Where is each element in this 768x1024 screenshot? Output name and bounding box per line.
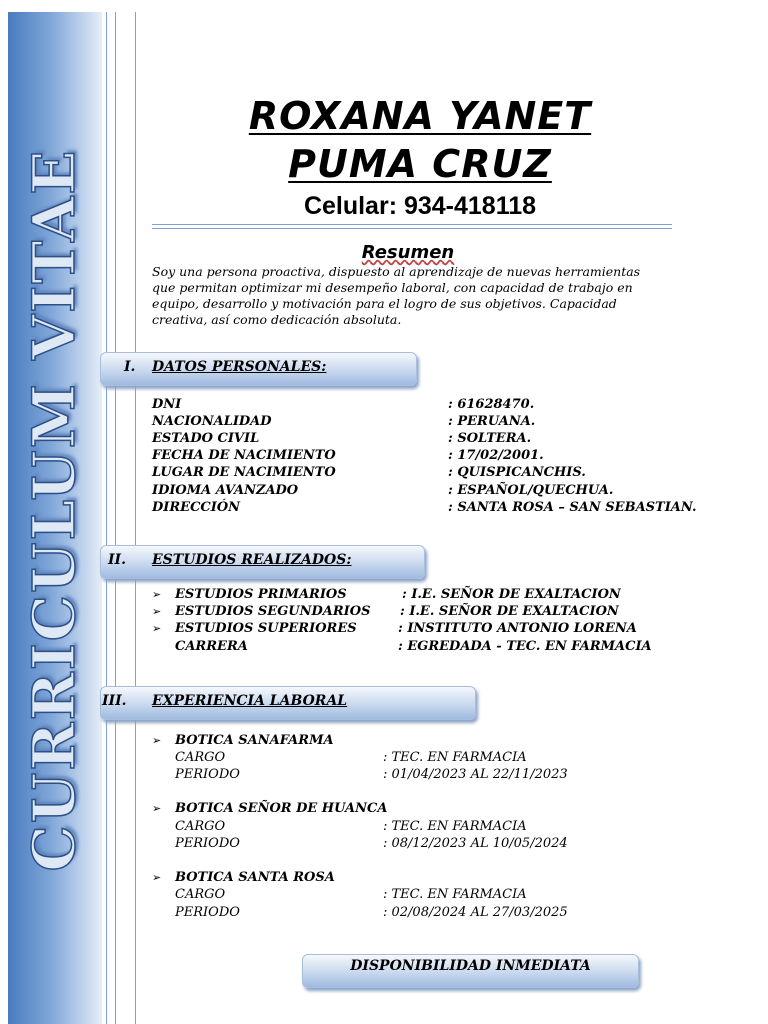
field-value: : QUISPICANCHIS. [448,465,586,480]
study-label: CARRERA [175,639,248,654]
availability-text: DISPONIBILIDAD INMEDIATA [350,958,591,974]
study-value: : I.E. SEÑOR DE EXALTACION [402,587,621,602]
field-label: DNI [152,397,182,412]
divider-line [106,12,107,1024]
study-label: ESTUDIOS SUPERIORES [175,621,357,636]
field-label: IDIOMA AVANZADO [152,483,299,498]
section-number: II. [108,552,126,568]
resumen-line: que permitan optimizar mi desempeño laboral, con capacidad de trabajo en [152,280,633,295]
arrow-bullet-icon: ➢ [152,734,162,747]
field-value: : 61628470. [448,397,535,412]
resumen-line: equipo, desarrollo y motivación para el logro de sus objetivos. Capacidad [152,296,617,311]
study-value: : I.E. SEÑOR DE EXALTACION [400,604,619,619]
field-value: : PERUANA. [448,414,536,429]
job-periodo-label: PERIODO [175,836,240,851]
section-number: I. [124,359,136,375]
arrow-bullet-icon: ➢ [152,802,162,815]
field-value: : SOLTERA. [448,431,532,446]
job-company: BOTICA SEÑOR DE HUANCA [175,801,388,816]
job-periodo-label: PERIODO [175,767,240,782]
section-title-experiencia: EXPERIENCIA LABORAL [152,693,348,709]
field-value: : 17/02/2001. [448,448,544,463]
divider-line [115,12,116,1024]
header-divider [152,228,672,229]
job-periodo-label: PERIODO [175,905,240,920]
study-label: ESTUDIOS SEGUNDARIOS [175,604,371,619]
resumen-line: Soy una persona proactiva, dispuesto al aprendizaje de nuevas herramientas [152,264,641,279]
field-value: : SANTA ROSA – SAN SEBASTIAN. [448,500,697,515]
name-line-2: PUMA CRUZ [288,142,552,186]
phone-number: Celular: 934-418118 [303,192,537,220]
field-label: FECHA DE NACIMIENTO [152,448,336,463]
divider-line [135,12,136,1024]
field-label: ESTADO CIVIL [152,431,260,446]
field-label: LUGAR DE NACIMIENTO [152,465,336,480]
job-cargo-label: CARGO [175,819,226,834]
job-cargo-label: CARGO [175,887,226,902]
resumen-text [152,264,686,328]
vertical-title: CURRICULUM VITAE [20,148,88,872]
arrow-bullet-icon: ➢ [152,622,162,635]
resumen-title: Resumen [361,242,455,263]
header-divider [152,224,672,225]
field-value: : ESPAÑOL/QUECHUA. [448,483,614,498]
arrow-bullet-icon: ➢ [152,871,162,884]
section-number: III. [102,693,127,709]
field-label: NACIONALIDAD [152,414,272,429]
name-line-1: ROXANA YANET [248,94,592,138]
field-label: DIRECCIÓN [152,500,241,515]
arrow-bullet-icon: ➢ [152,588,162,601]
job-company: BOTICA SANTA ROSA [175,870,335,885]
study-value: : EGREDADA - TEC. EN FARMACIA [398,639,652,654]
arrow-bullet-icon: ➢ [152,605,162,618]
job-periodo: : 08/12/2023 AL 10/05/2024 [383,836,568,851]
job-cargo: : TEC. EN FARMACIA [383,750,527,765]
job-cargo-label: CARGO [175,750,226,765]
job-cargo: : TEC. EN FARMACIA [383,887,527,902]
section-title-estudios: ESTUDIOS REALIZADOS: [152,552,352,568]
job-cargo: : TEC. EN FARMACIA [383,819,527,834]
job-company: BOTICA SANAFARMA [175,733,334,748]
study-value: : INSTITUTO ANTONIO LORENA [398,621,637,636]
job-periodo: : 02/08/2024 AL 27/03/2025 [383,905,568,920]
study-label: ESTUDIOS PRIMARIOS [175,587,347,602]
resumen-line: creativa, así como dedicación absoluta. [152,312,402,327]
section-title-datos: DATOS PERSONALES: [152,359,327,375]
job-periodo: : 01/04/2023 AL 22/11/2023 [383,767,568,782]
availability-banner [302,954,639,988]
